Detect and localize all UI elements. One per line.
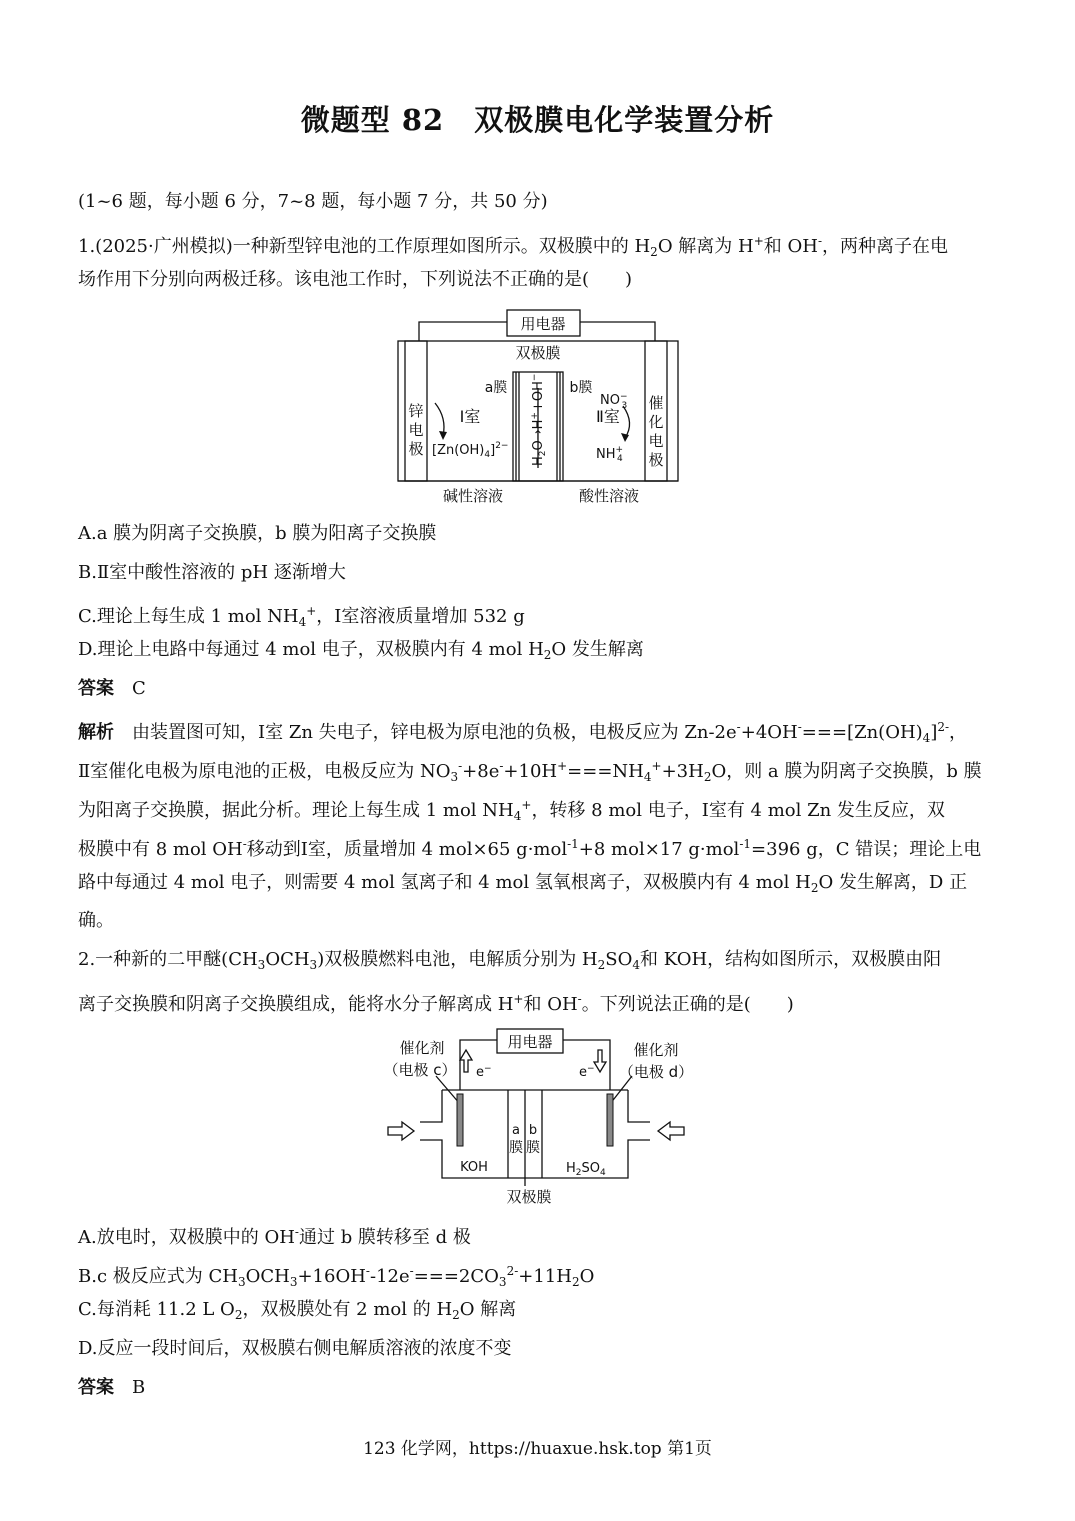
q2-stem-line2: 离子交换膜和阴离子交换膜组成，能将水分子解离成 H+和 OH-。下列说法正确的是( ) [78,992,794,1015]
q2-option-d: D.反应一段时间后，双极膜右侧电解质溶液的浓度不变 [78,1338,512,1359]
zinc-electrode-1: 锌 [408,402,424,420]
q2-figure [380,1024,700,1210]
q1-option-d: D.理论上电路中每通过 4 mol 电子，双极膜内有 4 mol $H_2O$ 发生解离 [78,639,644,662]
page-footer: 123 化学网，https://huaxue.hsk.top 第1页 [363,1439,712,1459]
catalyst-d-line1: 催化剂 [633,1041,679,1059]
q1-option-a: A.a 膜为阴离子交换膜，b 膜为阳离子交换膜 [78,523,437,544]
q2-option-b: B.c 极反应式为 $CH_3OCH_3+16OH^--12e^-===2CO_3^{2-}+11H_2O$ [78,1264,595,1289]
electron-left: e− [476,1064,492,1080]
q1-option-c: C.理论上每生成 1 mol $NH_4^+$，Ⅰ室溶液质量增加 532 g [78,604,525,629]
q2-answer: 答案 B [78,1377,146,1398]
score-intro: (1~6 题，每小题 6 分，7~8 题，每小题 7 分，共 50 分) [78,191,548,212]
h2so4-label: $H_2SO_4$ [566,1161,606,1178]
nh4-label: NH+ 4 [596,445,624,464]
q1-answer: 答案 C [78,678,146,699]
catalyst-d-line2: （电极 d） [618,1063,694,1081]
electron-right: e− [579,1064,595,1080]
q1-stem-line1: 1.(2025·广州模拟)一种新型锌电池的工作原理如图所示。双极膜中的 $H_2O$ 解离为 H+和 OH-，两种离子在电 [78,234,949,259]
no3-label: NO− 3 [600,392,628,411]
device-label: 用电器 [520,315,566,333]
bipolar-label: 双极膜 [515,344,561,362]
a-mem-2: 膜 [509,1140,523,1156]
b-mem-2: 膜 [526,1140,540,1156]
q1-analysis-line4: 极膜中有 8 mol OH-移动到Ⅰ室，质量增加 4 mol×65 g·mol$^{-1}$+8 mol×17 g·mol$^{-1}$=396 g，C 错误；理论上电 [78,837,982,860]
b-membrane-label: b膜 [569,380,593,396]
device-label-2: 用电器 [507,1033,553,1051]
catalyst-electrode-4: 极 [648,451,664,469]
room-1-label: Ⅰ室 [459,407,481,426]
q1-figure [395,308,685,510]
bipolar-label-2: 双极膜 [506,1188,552,1206]
catalyst-electrode-1: 催 [648,394,664,412]
right-solution-label: 酸性溶液 [578,487,640,505]
q1-analysis-line3: 为阳离子交换膜，据此分析。理论上每生成 1 mol $NH_4^+$，转移 8 mol 电子，Ⅰ室有 4 mol Zn 发生反应，双 [78,798,945,823]
a-mem-1: a [512,1123,520,1138]
page-title: 微题型 82 双极膜电化学装置分析 [300,103,775,137]
koh-label: KOH [460,1160,488,1175]
q1-analysis-line2: Ⅱ室催化电极为原电池的正极，电极反应为 $NO_3^-+8e^-+10H^+===NH_4^++3H_2O$，则 a 膜为阴离子交换膜，b 膜 [78,759,982,784]
zinc-electrode-3: 极 [408,440,424,458]
catalyst-electrode-2: 化 [648,413,664,431]
q1-analysis-line5: 路中每通过 4 mol 电子，则需要 4 mol 氢离子和 4 mol 氢氧根离子，双极膜内有 4 mol $H_2O$ 发生解离，D 正 [78,872,968,895]
room-2-label: Ⅱ室 [596,407,620,426]
q1-option-b: B.Ⅱ室中酸性溶液的 pH 逐渐增大 [78,562,346,583]
b-mem-1: b [528,1123,538,1138]
q1-analysis-line1: 解析 由装置图可知，Ⅰ室 Zn 失电子，锌电极为原电池的负极，电极反应为 $Zn-2e^-+4OH^-===[Zn(OH)_4]^{2-}$， [78,720,968,745]
left-solution-label: 碱性溶液 [442,487,504,505]
catalyst-c-line2: （电极 c） [383,1061,457,1079]
q2-option-a: A.放电时，双极膜中的 OH-通过 b 膜转移至 d 极 [78,1225,471,1248]
a-membrane-label: a膜 [484,380,508,396]
membrane-reaction: $H_2O\to H^++OH^-$ [530,373,548,466]
zinc-electrode-2: 电 [408,421,424,439]
q2-option-c: C.每消耗 11.2 L $O_2$，双极膜处有 2 mol 的 $H_2O$ 解离 [78,1299,517,1322]
zinc-species: $[Zn(OH)_4]^{2-}$ [432,441,509,460]
q1-analysis-line6: 确。 [78,910,114,931]
q2-stem-line1: 2.一种新的二甲醚$(CH_3OCH_3)$双极膜燃料电池，电解质分别为 $H_2SO_4$和 KOH，结构如图所示，双极膜由阳 [78,949,942,972]
q1-stem-line2: 场作用下分别向两极迁移。该电池工作时，下列说法不正确的是( ) [78,269,633,290]
catalyst-electrode-3: 电 [648,432,664,450]
catalyst-c-line1: 催化剂 [399,1039,445,1057]
